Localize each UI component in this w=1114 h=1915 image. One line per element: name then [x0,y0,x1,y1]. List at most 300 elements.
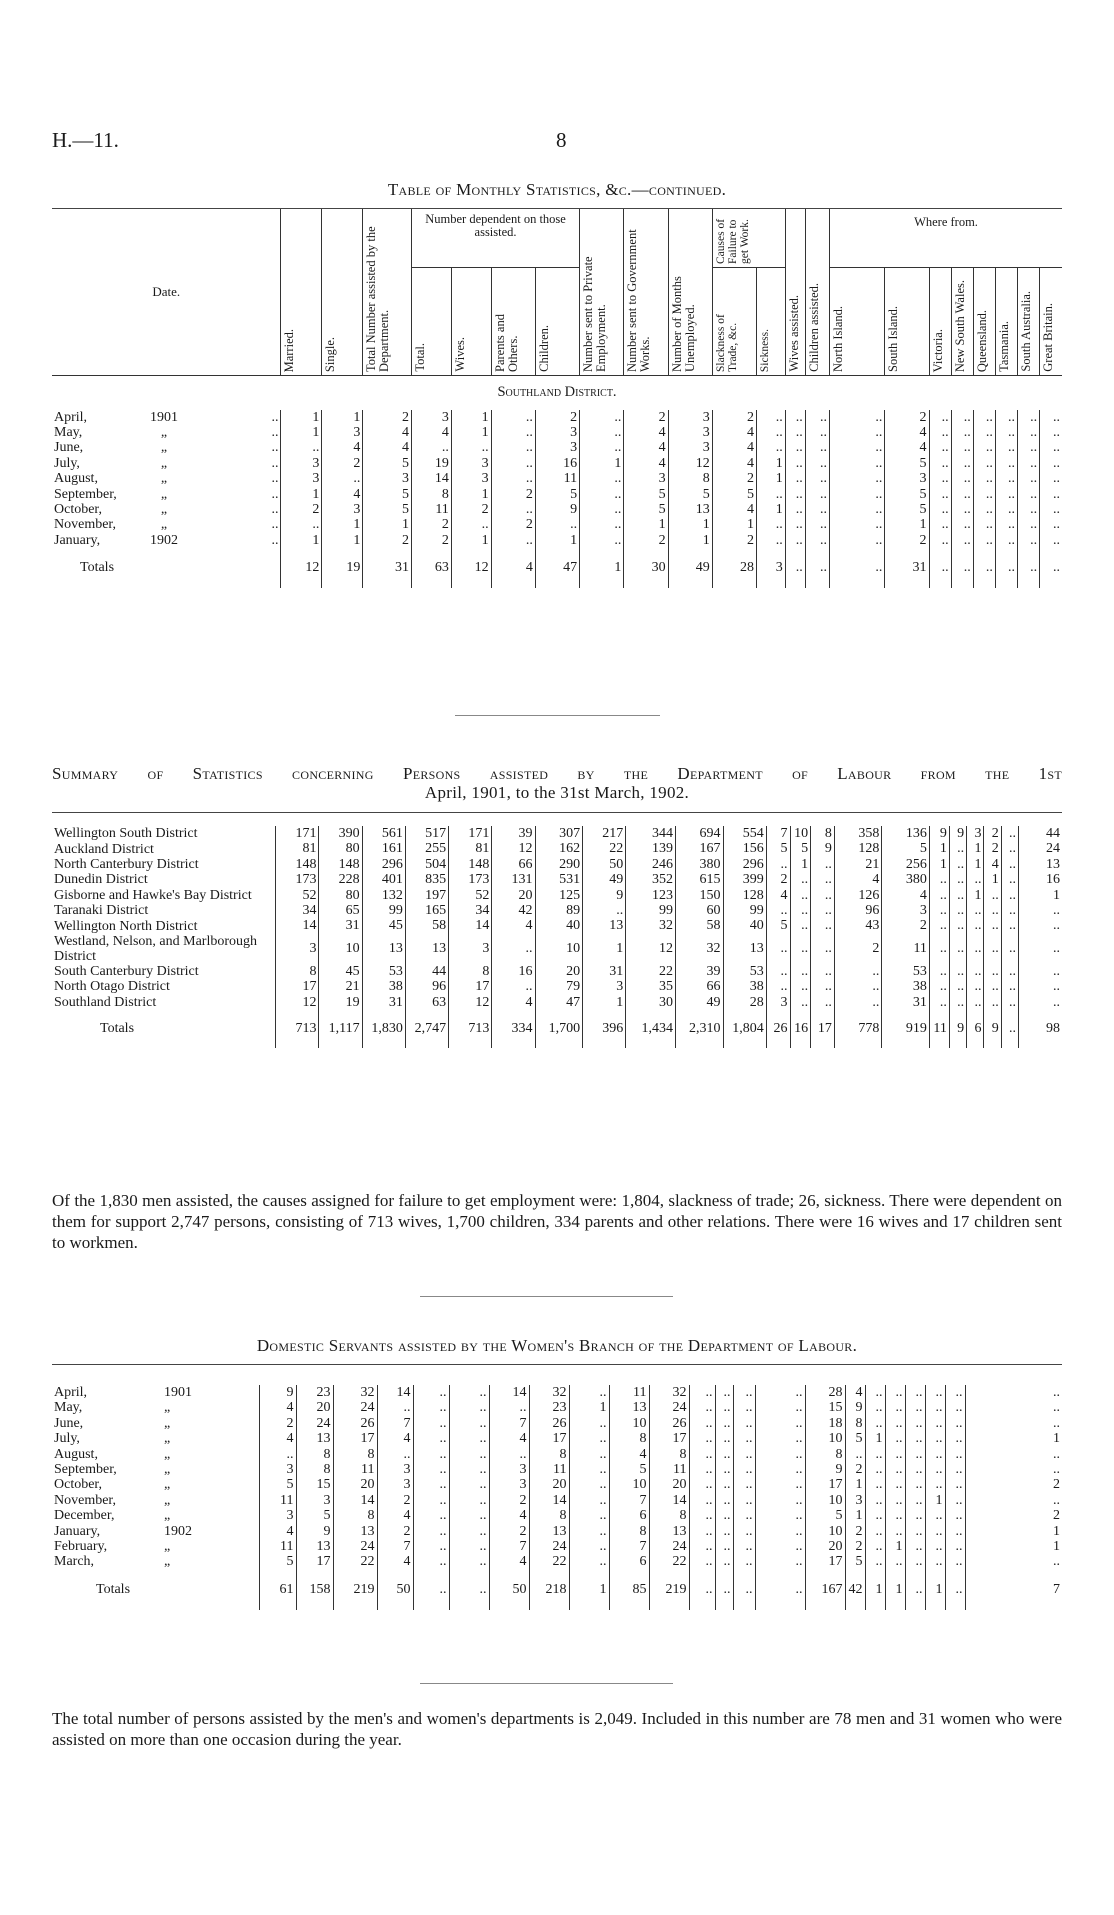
domestic-cell: 13 [296,1431,333,1446]
domestic-cell: 50 [377,1570,413,1610]
table-cell: 8 [668,471,712,486]
summary-cell: 45 [319,964,362,979]
summary-cell: 390 [319,826,362,841]
summary-cell: 66 [492,857,535,872]
summary-cell: 60 [676,903,724,918]
table-cell: 2 [363,410,412,425]
table-cell: 11 [535,471,579,486]
table-cell: .. [973,471,995,486]
table-cell: .. [830,533,885,548]
domestic-cell: 1 [865,1570,885,1610]
table-cell: 11 [412,502,452,517]
district-cell: South Canterbury District [54,964,199,980]
month-cell: February, [54,1539,108,1555]
domestic-cell: .. [945,1508,965,1523]
domestic-cell: 10 [805,1493,845,1508]
domestic-cell: .. [755,1524,805,1539]
domestic-cell: .. [689,1539,715,1554]
table-cell: .. [1040,533,1062,548]
table-cell: 3 [624,471,668,486]
table-cell: .. [805,533,829,548]
summary-cell: 45 [362,918,405,933]
date-cell: October, „ .. [54,501,279,517]
table-cell: 2 [451,502,491,517]
date-cell: July, „ .. [54,455,279,471]
summary-cell: 171 [449,826,492,841]
domestic-cell: .. [715,1570,733,1610]
summary-cell: 12 [276,995,319,1010]
table-cell: .. [929,425,951,440]
domestic-cell: .. [689,1524,715,1539]
domestic-cell: .. [689,1493,715,1508]
summary-caption-line2: April, 1901, to the 31st March, 1902. [424,783,690,802]
table-cell: 2 [885,533,929,548]
date-cell: September, „ .. [54,486,279,502]
summary-cell: 3 [967,826,984,841]
domestic-cell: 2 [489,1493,529,1508]
domestic-cell: .. [905,1508,925,1523]
district-cell: Taranaki District [54,903,149,919]
col-total-assisted-header: Total Number assisted by the Department. [363,209,412,376]
col-nsw-header: New South Wales. [951,268,973,376]
table-cell: .. [805,487,829,502]
table-cell: 1 [451,487,491,502]
table-cell: .. [973,517,995,532]
table-cell: .. [412,440,452,455]
table-cell: .. [805,517,829,532]
domestic-cell: .. [569,1385,609,1400]
table-cell: 2 [712,533,756,548]
domestic-cell: .. [715,1385,733,1400]
date-cell: April, 1901 .. [54,409,279,425]
domestic-cell: .. [945,1539,965,1554]
year-cell: „ [164,1508,171,1524]
domestic-cell: 1 [865,1431,885,1446]
table-cell: .. [1040,410,1062,425]
summary-cell: .. [967,979,984,994]
table-cell: 4 [624,425,668,440]
domestic-cell: .. [865,1462,885,1477]
summary-paragraph: Of the 1,830 men assisted, the causes assigned for failure to get employment were: 1,804, slackness of trade; 26, sickness. There were dependent on them for support 2,747 persons, consisting of 713 wives, 1,700 children, 334 parents and other relations. There were 16 wives and 17 children sent to workmen. [52,1191,1062,1252]
table-cell: .. [1017,548,1039,588]
domestic-cell: .. [569,1431,609,1446]
table-cell: 2 [412,517,452,532]
table-cell: .. [281,440,322,455]
table-cell: .. [1017,471,1039,486]
summary-cell: 148 [449,857,492,872]
summary-cell: .. [492,934,535,964]
domestic-row [52,1431,1062,1446]
table-cell: .. [1017,487,1039,502]
domestic-cell: .. [755,1493,805,1508]
summary-cell: 5 [790,841,811,856]
summary-cell: 80 [319,841,362,856]
summary-cell: 1 [984,872,1001,887]
domestic-cell: 5 [259,1477,296,1492]
separator-rule-1 [455,715,660,716]
summary-cell: .. [929,918,949,933]
summary-cell: .. [949,872,966,887]
summary-total-cell: 919 [882,1010,930,1048]
domestic-cell: 9 [259,1385,296,1400]
summary-row [52,872,1062,887]
table-cell: 2 [885,410,929,425]
summary-cell: .. [1019,964,1062,979]
table-cell: 5 [624,487,668,502]
col-sickness-header: Sickness. [757,268,786,376]
domestic-cell: 2 [965,1477,1062,1492]
summary-cell: .. [766,934,790,964]
domestic-cell: 11 [259,1493,296,1508]
summary-cell: .. [811,903,835,918]
domestic-cell: 9 [296,1524,333,1539]
domestic-cell: 4 [259,1400,296,1415]
summary-cell: 2 [882,918,930,933]
domestic-cell: 5 [805,1508,845,1523]
domestic-cell: 10 [805,1431,845,1446]
summary-cell: .. [790,918,811,933]
summary-cell: 1 [967,841,984,856]
table-cell: .. [1040,425,1062,440]
table-cell: 1 [668,533,712,548]
table-cell: .. [322,471,363,486]
domestic-cell: 17 [333,1431,377,1446]
domestic-cell: .. [885,1416,905,1431]
summary-cell: .. [929,872,949,887]
domestic-cell: .. [689,1554,715,1569]
domestic-cell: .. [925,1477,945,1492]
summary-cell: .. [811,934,835,964]
domestic-cell: 8 [529,1447,569,1462]
table-cell: .. [1017,440,1039,455]
summary-cell: .. [1019,995,1062,1010]
table-cell: .. [785,410,805,425]
domestic-cell: .. [945,1477,965,1492]
table-cell: .. [281,517,322,532]
domestic-cell: .. [569,1416,609,1431]
table-cell: 3 [757,548,786,588]
domestic-cell: .. [733,1524,755,1539]
district-cell: Wellington North District [54,918,198,934]
domestic-cell: .. [885,1524,905,1539]
summary-cell: 173 [449,872,492,887]
summary-cell: 139 [626,841,676,856]
domestic-cell: 11 [333,1462,377,1477]
summary-cell: .. [929,888,949,903]
domestic-cell: .. [715,1508,733,1523]
summary-cell: 217 [583,826,626,841]
domestic-cell: .. [449,1570,489,1610]
table-cell: 19 [322,548,363,588]
summary-cell: 296 [723,857,766,872]
domestic-cell: 8 [845,1416,865,1431]
summary-cell: 4 [492,918,535,933]
domestic-cell: 17 [529,1431,569,1446]
domestic-cell: .. [755,1385,805,1400]
summary-cell: 1 [929,841,949,856]
date-cell: May, „ .. [54,424,279,440]
table-cell: 1 [451,533,491,548]
table-cell: .. [995,471,1017,486]
summary-cell: 3 [882,903,930,918]
table-row [52,456,1062,471]
col-victoria-header: Victoria. [929,268,951,376]
domestic-cell: .. [449,1539,489,1554]
table-cell: 1 [322,410,363,425]
domestic-cell: .. [689,1400,715,1415]
table-cell: 2 [535,410,579,425]
domestic-cell: .. [689,1477,715,1492]
summary-cell: 31 [319,918,362,933]
table-row [52,440,1062,455]
domestic-cell: 2 [965,1508,1062,1523]
summary-cell: 19 [319,995,362,1010]
domestic-cell: .. [905,1431,925,1446]
summary-cell: 31 [362,995,405,1010]
table-cell: 9 [535,502,579,517]
summary-top-rule [52,812,1062,813]
table-cell: .. [995,440,1017,455]
table-cell: .. [995,502,1017,517]
district-cell: Dunedin District [54,872,148,888]
domestic-cell: .. [965,1493,1062,1508]
domestic-caption: Domestic Servants assisted by the Women's Branch of the Department of Labour. [256,1336,858,1355]
domestic-cell: .. [449,1477,489,1492]
table-cell: 3 [535,425,579,440]
domestic-cell: 3 [489,1477,529,1492]
summary-totals-row [52,1010,1062,1048]
table-cell: .. [785,456,805,471]
domestic-cell: .. [945,1570,965,1610]
table-cell: 3 [281,471,322,486]
summary-cell: .. [790,979,811,994]
summary-cell: 123 [626,888,676,903]
summary-cell: 615 [676,872,724,887]
summary-cell: 150 [676,888,724,903]
domestic-cell: 14 [377,1385,413,1400]
month-cell: November, [54,1492,117,1508]
domestic-cell: 14 [489,1385,529,1400]
domestic-cell: 23 [296,1385,333,1400]
summary-cell: 4 [984,857,1001,872]
domestic-cell: 3 [377,1462,413,1477]
table-cell: .. [491,471,535,486]
summary-total-cell: .. [1001,1010,1018,1048]
table-cell: 4 [412,425,452,440]
domestic-cell: 10 [609,1477,649,1492]
domestic-cell: 8 [609,1524,649,1539]
table-cell: .. [491,456,535,471]
table-cell: 1 [668,517,712,532]
summary-cell: .. [984,934,1001,964]
summary-cell: .. [929,934,949,964]
table-cell: 3 [451,471,491,486]
domestic-cell: .. [413,1385,449,1400]
summary-row [52,979,1062,994]
summary-cell: .. [1019,918,1062,933]
domestic-cell: .. [489,1400,529,1415]
table-cell: 4 [712,425,756,440]
domestic-cell: .. [569,1508,609,1523]
summary-cell: 290 [535,857,583,872]
domestic-cell: 1 [925,1493,945,1508]
table-cell: .. [580,487,624,502]
domestic-cell: .. [865,1524,885,1539]
summary-cell: .. [1001,857,1018,872]
domestic-cell: 219 [333,1570,377,1610]
table-cell: .. [580,440,624,455]
domestic-cell: 158 [296,1570,333,1610]
summary-cell: .. [811,979,835,994]
table-cell: 31 [363,548,412,588]
table-cell: 5 [535,487,579,502]
domestic-cell: 11 [609,1385,649,1400]
table-cell: 2 [624,533,668,548]
summary-cell: .. [1001,872,1018,887]
domestic-cell: .. [885,1400,905,1415]
summary-row [52,841,1062,856]
summary-cell: .. [811,918,835,933]
summary-cell: 17 [276,979,319,994]
table-cell: 5 [885,502,929,517]
summary-cell: 531 [535,872,583,887]
summary-cell: .. [984,995,1001,1010]
domestic-cell: 2 [377,1493,413,1508]
table-cell: .. [785,548,805,588]
summary-cell: 380 [676,857,724,872]
domestic-top-rule [52,1364,1062,1365]
summary-cell: 50 [583,857,626,872]
domestic-cell: 4 [609,1447,649,1462]
col-govt-header: Number sent to Government Works. [624,209,668,376]
domestic-cell: .. [865,1508,885,1523]
table-cell: 3 [535,440,579,455]
domestic-cell: .. [489,1447,529,1462]
domestic-cell: .. [733,1462,755,1477]
table-cell: .. [805,425,829,440]
summary-cell: 4 [766,888,790,903]
summary-cell: .. [1001,903,1018,918]
summary-cell: 2 [834,934,882,964]
table-cell: .. [1040,440,1062,455]
table-cell: .. [973,502,995,517]
domestic-cell: .. [689,1447,715,1462]
domestic-cell: 1 [885,1570,905,1610]
domestic-cell: .. [715,1477,733,1492]
domestic-cell: .. [905,1462,925,1477]
domestic-cell: 1 [569,1570,609,1610]
domestic-cell: .. [885,1462,905,1477]
domestic-cell: .. [413,1447,449,1462]
table-cell: 4 [885,440,929,455]
table-cell: 5 [363,456,412,471]
summary-total-cell: 334 [492,1010,535,1048]
domestic-cell: 17 [296,1554,333,1569]
summary-cell: 8 [449,964,492,979]
table-cell: 1 [281,487,322,502]
table-cell: .. [785,425,805,440]
table-cell: 1 [535,533,579,548]
domestic-cell: .. [413,1570,449,1610]
domestic-cell: 32 [649,1385,689,1400]
summary-cell: .. [1001,964,1018,979]
table-cell: 4 [712,456,756,471]
domestic-cell: .. [865,1554,885,1569]
col-south-island-header: South Island. [885,268,929,376]
domestic-cell: 5 [259,1554,296,1569]
domestic-cell: .. [865,1493,885,1508]
month-cell: December, [54,1508,115,1524]
summary-cell: 44 [405,964,448,979]
domestic-cell: .. [449,1385,489,1400]
domestic-cell: .. [925,1539,945,1554]
summary-cell: 694 [676,826,724,841]
table-cell: .. [491,425,535,440]
summary-cell: 1 [967,857,984,872]
domestic-cell: .. [449,1447,489,1462]
summary-cell: .. [811,995,835,1010]
table-cell: 2 [624,410,668,425]
date-cell: Totals [80,560,115,576]
summary-cell: .. [949,888,966,903]
summary-cell: .. [949,934,966,964]
summary-cell: 5 [882,841,930,856]
district-cell: Auckland District [54,841,154,857]
summary-total-cell: 98 [1019,1010,1062,1048]
year-cell: 1902 [164,1523,192,1539]
domestic-cell: .. [905,1400,925,1415]
summary-cell: 65 [319,903,362,918]
summary-cell: 256 [882,857,930,872]
domestic-cell: 13 [296,1539,333,1554]
summary-cell: 13 [583,918,626,933]
domestic-cell: 24 [649,1539,689,1554]
table-cell: .. [805,471,829,486]
table-cell: 13 [668,502,712,517]
table-cell: .. [805,410,829,425]
domestic-cell: 20 [529,1477,569,1492]
table-cell: .. [995,517,1017,532]
table-cell: .. [995,548,1017,588]
domestic-cell: .. [715,1462,733,1477]
table-cell: .. [929,517,951,532]
table-cell: 1 [885,517,929,532]
domestic-cell: .. [413,1524,449,1539]
summary-cell: 148 [276,857,319,872]
domestic-cell: .. [413,1400,449,1415]
summary-cell: 53 [362,964,405,979]
domestic-cell: 2 [377,1524,413,1539]
summary-cell: 162 [535,841,583,856]
month-cell: January, [54,1523,101,1539]
table-cell: .. [451,517,491,532]
table-cell: 4 [322,487,363,502]
month-cell: August, [54,1446,98,1462]
domestic-cell: .. [413,1477,449,1492]
domestic-cell: 2 [845,1539,865,1554]
table-cell: .. [1017,410,1039,425]
domestic-cell: .. [689,1462,715,1477]
summary-cell: 16 [492,964,535,979]
summary-cell: 835 [405,872,448,887]
domestic-cell: .. [715,1539,733,1554]
table-cell: .. [830,517,885,532]
domestic-servants-table [52,1385,1062,1610]
domestic-cell: .. [925,1400,945,1415]
summary-cell: .. [1001,841,1018,856]
summary-cell: 171 [276,826,319,841]
summary-cell: 14 [449,918,492,933]
